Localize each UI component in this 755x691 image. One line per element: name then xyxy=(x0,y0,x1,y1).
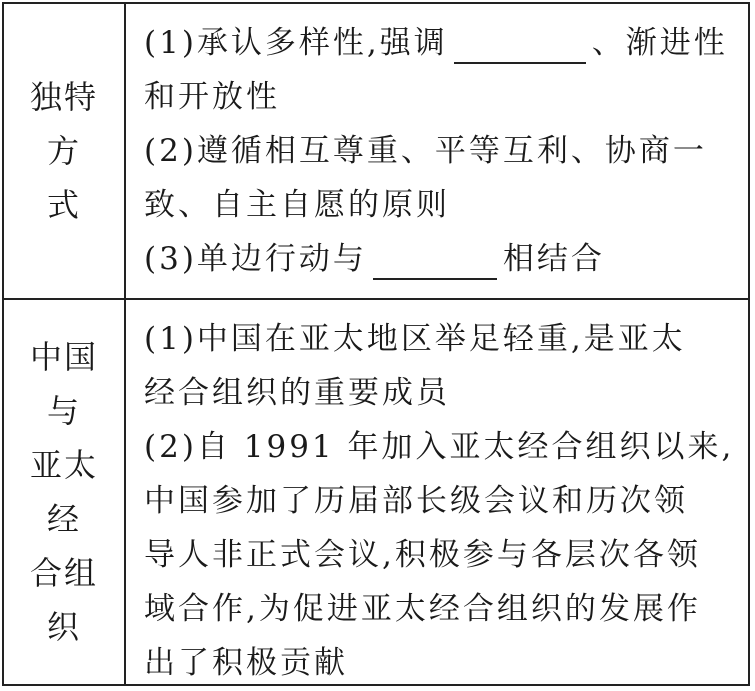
content-line-3: (2)自 1991 年加入亚太经合组织以来, xyxy=(144,429,735,465)
knowledge-table xyxy=(2,2,750,686)
content-line-6: 域合作,为促进亚太经合组织的发展作 xyxy=(144,591,701,627)
row-label-unique-approach: 独特方 式 xyxy=(29,78,98,224)
row-content-cell xyxy=(126,4,748,298)
content-line-4: 中国参加了历届部长级会议和历次领 xyxy=(144,483,688,519)
content-line-5: 导人非正式会议,积极参与各层次各领 xyxy=(144,537,701,573)
content-line-5: (3)单边行动与 相结合 xyxy=(144,232,738,286)
row-label-cell xyxy=(4,300,126,684)
content-line-3: (2)遵循相互尊重、平等互利、协商一 xyxy=(144,133,707,169)
content-line-4: 致、自主自愿的原则 xyxy=(144,187,450,223)
row-label-cell xyxy=(4,4,126,298)
fill-in-blank-1[interactable] xyxy=(454,22,586,64)
content-line-7: 出了积极贡献 xyxy=(144,645,348,681)
content-line-1: (1)中国在亚太地区举足轻重,是亚太 xyxy=(144,321,686,357)
row-label-china-apec: 中国与 亚太经 合组织 xyxy=(29,338,98,646)
content-line-2: 和开放性 xyxy=(144,79,280,115)
row-content-cell xyxy=(126,300,748,684)
content-line-1: (1)承认多样性,强调 、渐进性 xyxy=(144,16,738,70)
table-row-china-apec xyxy=(4,300,748,684)
table-row-unique-approach xyxy=(4,4,748,300)
fill-in-blank-2[interactable] xyxy=(373,238,497,280)
content-line-2: 经合组织的重要成员 xyxy=(144,375,450,411)
